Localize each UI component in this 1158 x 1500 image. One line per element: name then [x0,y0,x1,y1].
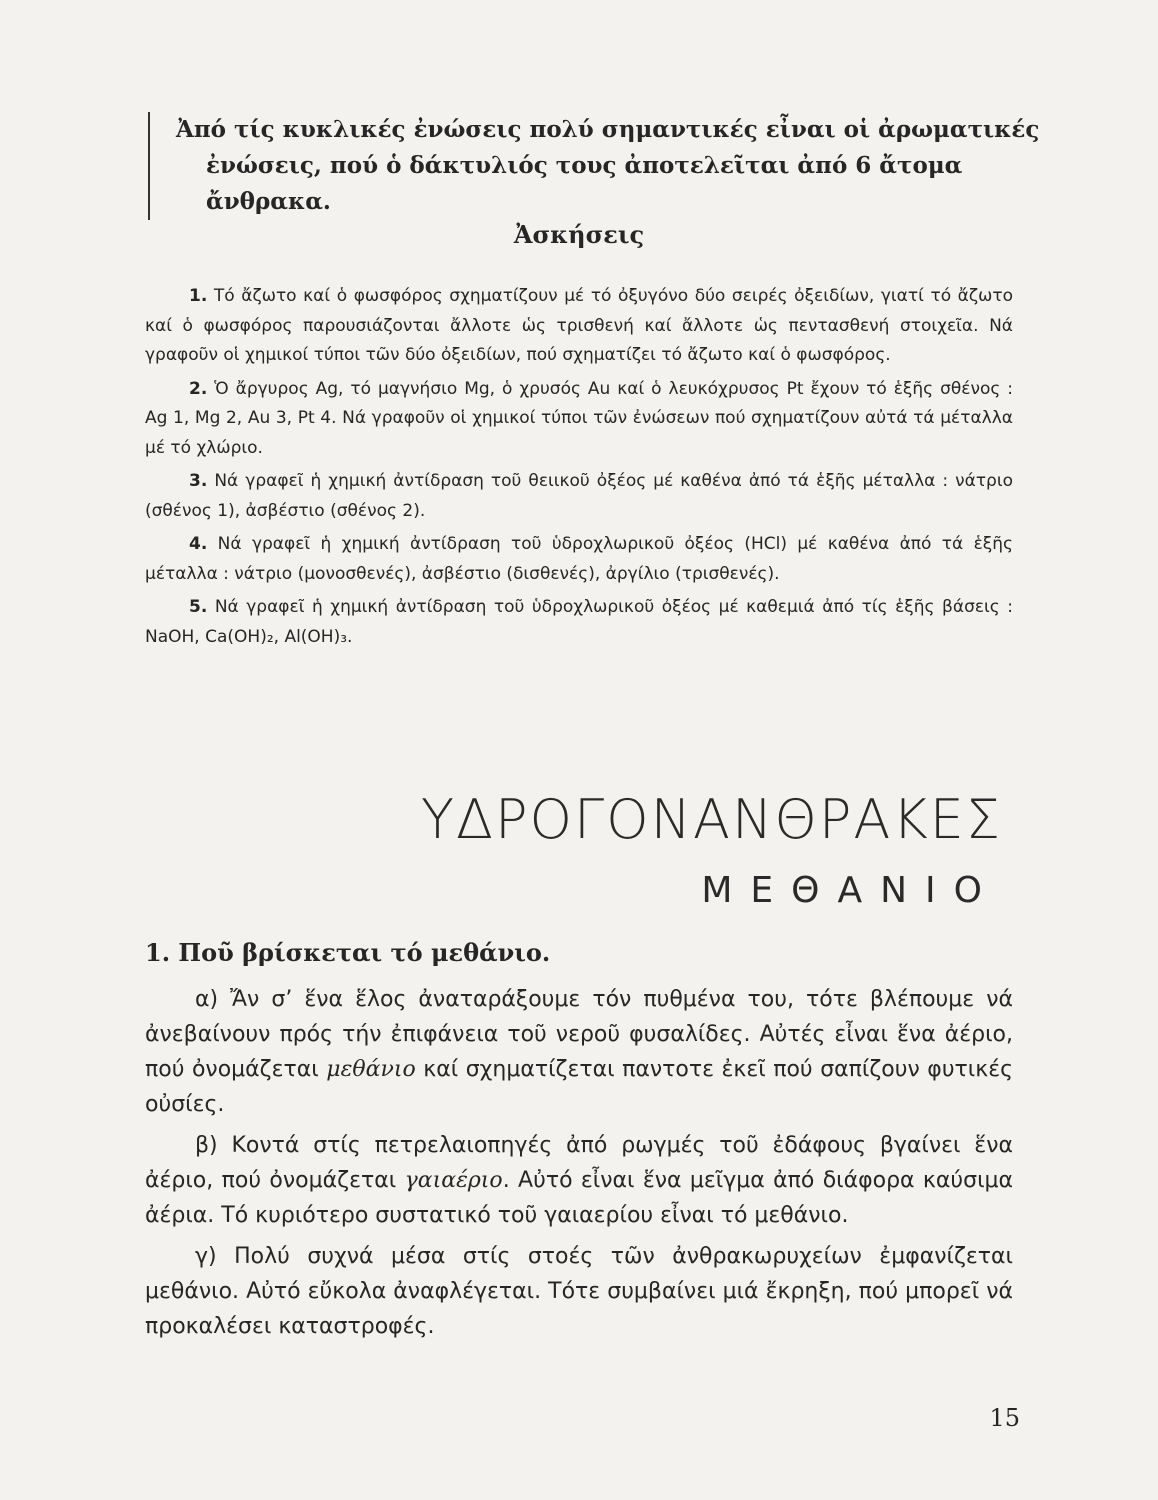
exercise-text: Νά γραφεῖ ἡ χημική ἀντίδραση τοῦ θειικοῦ ὀξέος μέ καθένα ἀπό τά ἑξῆς μέταλλα : νάτριο (σθένος 1), ἀσβέστιο (σθένος 2). [145,471,1013,521]
exercise-text: Ὁ ἄργυρος Ag, τό μαγνήσιο Mg, ὁ χρυσός Au καί ὁ λευκόχρυσος Pt ἔχουν τό ἑξῆς σθένος : Ag 1, Mg 2, Au 3, Pt 4. Νά γραφοῦν οἱ χημικοί τύποι τῶν ἐνώσεων πού σχηματίζουν αὐτά τά μέταλλα μέ τό χλώριο. [145,378,1013,458]
paragraph-b-text-end: . Αὐτό εἶναι ἕνα μεῖγμα ἀπό διάφορα καύσιμα ἀέρια. Τό κυριότερο συστατικό τοῦ γαιαερίου εἶναι τό μεθάνιο. [145,1168,1014,1228]
exercise-number: 3. [189,471,208,491]
exercise-item [145,282,1013,371]
exercise-item [145,375,1013,464]
subchapter-title: ΜΕΘΑΝΙΟ [701,870,1000,911]
exercise-number: 2. [189,378,208,399]
term-methane: μεθάνιο [326,1057,416,1082]
paragraph-a [145,982,1013,1122]
exercise-number: 1. [189,286,208,306]
chapter-title: ΥΔΡΟΓΟΝΑΝΘΡΑΚΕΣ [421,788,1002,851]
exercise-item [145,530,1013,589]
term-natural-gas: γαιαέριο [404,1168,503,1193]
exercise-item [145,593,1013,652]
exercise-text: Νά γραφεῖ ἡ χημική ἀντίδραση τοῦ ὑδροχλωρικοῦ ὀξέος (HCl) μέ καθένα ἀπό τά ἑξῆς μέταλλα : νάτριο (μονοσθενές), ἀσβέστιο (δισθενές), ἀργίλιο (τρισθενές). [145,534,1014,584]
page-number: 15 [989,1404,1020,1432]
intro-statement [148,112,1056,220]
exercises-title: Ἀσκήσεις [513,220,645,249]
exercise-number: 4. [189,534,208,554]
section-body [145,982,1013,1350]
exercise-number: 5. [189,597,208,617]
intro-line-1: Ἀπό τίς κυκλικές ἐνώσεις πολύ σημαντικές εἶναι οἱ ἀρωματικές [176,116,1040,143]
exercise-text: Νά γραφεῖ ἡ χημική ἀντίδραση τοῦ ὑδροχλωρικοῦ ὀξέος μέ καθεμιά ἀπό τίς ἑξῆς βάσεις : NaOH, Ca(OH)₂, Al(OH)₃. [145,597,1014,647]
paragraph-a-text: α) Ἄν σ’ ἕνα ἕλος ἀναταράξουμε τόν πυθμένα του, τότε βλέπουμε νά ἀνεβαίνουν πρός τήν ἐπιφάνεια τοῦ νεροῦ φυσαλίδες. Αὐτές εἶναι ἕνα ἀέριο, πού ὀνομάζεται [145,987,1013,1082]
paragraph-a-text-end: καί σχηματίζεται παντοτε ἐκεῖ πού σαπίζουν φυτικές οὐσίες. [145,1057,1014,1117]
exercise-text: Τό ἄζωτο καί ὁ φωσφόρος σχηματίζουν μέ τό ὀξυγόνο δύο σειρές ὀξειδίων, γιατί τό ἄζωτο καί ὁ φωσφόρος παρουσιάζονται ἄλλοτε ὡς τρισθενή καί ἄλλοτε ὡς πεντασθενή στοιχεῖα. Νά γραφοῦν οἱ χημικοί τύποι τῶν δύο ὀξειδίων, πού σχηματίζει τό ἄζωτο καί ὁ φωσφόρος. [145,286,1013,365]
paragraph-b-text: β) Κοντά στίς πετρελαιοπηγές ἀπό ρωγμές τοῦ ἐδάφους βγαίνει ἕνα ἀέριο, πού ὀνομάζεται [145,1133,1013,1193]
paragraph-b [145,1128,1013,1233]
intro-line-2: ἐνώσεις, πού ὁ δάκτυλιός τους ἀποτελεῖται ἀπό 6 ἄτομα ἄνθρακα. [206,152,963,215]
section-title: 1. Ποῦ βρίσκεται τό μεθάνιο. [145,938,551,967]
paragraph-c: γ) Πολύ συχνά μέσα στίς στοές τῶν ἀνθρακωρυχείων ἐμφανίζεται μεθάνιο. Αὐτό εὔκολα ἀναφλέγεται. Τότε συμβαίνει μιά ἔκρηξη, πού μπορεῖ νά προκαλέσει καταστροφές. [145,1244,1013,1339]
exercises-list [145,282,1013,656]
exercise-item [145,467,1013,526]
